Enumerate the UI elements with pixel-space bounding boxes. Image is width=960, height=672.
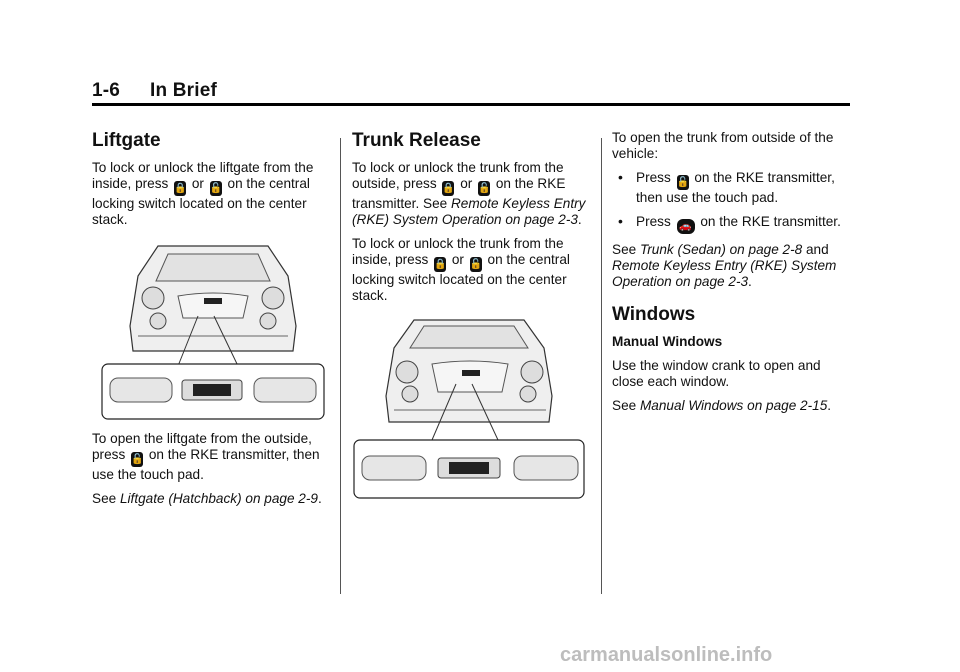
liftgate-open-text — [92, 431, 332, 483]
page-header — [92, 80, 217, 102]
header-rule — [92, 103, 850, 106]
text-fragment: . — [827, 398, 832, 413]
unlock-key-icon: 🔓 — [478, 183, 491, 194]
text-fragment: To lock or unlock the trunk from the outside, press — [352, 160, 564, 191]
text-fragment: . — [748, 274, 752, 289]
manual-windows-reference: Manual Windows on page 2-15 — [639, 398, 828, 413]
windows-heading: Windows — [612, 304, 696, 325]
lock-key-icon: 🔒 — [174, 183, 187, 194]
column-divider-1 — [340, 138, 341, 594]
text-fragment: on the RKE transmitter, then use the touch pad. — [92, 447, 320, 482]
trunk-reference: Trunk (Sedan) on page 2-8 — [639, 242, 803, 257]
text-fragment: . — [577, 212, 582, 227]
rke-reference: Remote Keyless Entry (RKE) System Operation on page 2-3 — [612, 258, 837, 289]
text-fragment: or — [460, 176, 473, 191]
text-fragment: on the central locking switch located on the center stack. — [92, 176, 310, 227]
text-fragment: . — [317, 491, 322, 506]
text-fragment: See — [612, 242, 637, 257]
text-fragment: To lock or unlock the trunk from the inside, press — [352, 236, 564, 267]
text-fragment: or — [451, 252, 464, 267]
text-fragment: See — [612, 398, 637, 413]
column-trunk-release — [352, 130, 592, 502]
lock-key-icon: 🔒 — [434, 259, 447, 270]
trunk-outside-text — [352, 160, 592, 228]
manual-windows-text: Use the window crank to open and close each window. — [612, 358, 821, 389]
watermark: carmanualsonline.info — [560, 644, 773, 666]
trunk-see-text — [612, 242, 852, 290]
section-title: In Brief — [150, 80, 218, 101]
unlock-key-icon: 🔓 — [676, 177, 689, 188]
liftgate-see-text — [92, 491, 332, 507]
unlock-key-icon: 🔓 — [469, 259, 483, 270]
text-fragment: To open the liftgate from the outside, press — [92, 431, 312, 462]
sedan-illustration — [352, 312, 588, 502]
bullet-press-trunk — [612, 214, 852, 234]
trunk-release-heading: Trunk Release — [352, 130, 481, 151]
text-fragment: and — [805, 242, 829, 257]
column-liftgate — [92, 130, 332, 515]
text-fragment: See — [92, 491, 117, 506]
text-fragment: on the RKE transmitter. — [700, 214, 841, 229]
trunk-key-icon: 🚗 — [677, 219, 695, 234]
unlock-key-icon: 🔓 — [209, 183, 223, 194]
page-number: 1-6 — [92, 80, 121, 101]
hatchback-illustration — [98, 236, 328, 421]
manual-windows-see — [612, 398, 852, 414]
text-fragment: on the central locking switch located on the center stack. — [352, 252, 570, 303]
liftgate-lock-text — [92, 160, 332, 228]
rke-reference: Remote Keyless Entry (RKE) System Operation on page 2-3 — [352, 196, 586, 227]
text-fragment: Press — [636, 214, 671, 229]
column-divider-2 — [601, 138, 602, 594]
liftgate-reference: Liftgate (Hatchback) on page 2-9 — [119, 491, 318, 506]
text-fragment: or — [191, 176, 204, 191]
bullet-press-unlock — [612, 170, 852, 206]
trunk-open-intro: To open the trunk from outside of the vehicle: — [612, 130, 834, 161]
manual-windows-subheading: Manual Windows — [612, 334, 723, 349]
liftgate-heading: Liftgate — [92, 130, 161, 151]
text-fragment: Press — [636, 170, 671, 185]
unlock-key-icon: 🔓 — [131, 454, 144, 465]
column-trunk-outside — [612, 130, 852, 422]
text-fragment: on the RKE transmitter. See — [352, 176, 566, 211]
trunk-inside-text — [352, 236, 592, 304]
text-fragment: To lock or unlock the liftgate from the inside, press — [92, 160, 314, 191]
text-fragment: on the RKE transmitter, then use the touch pad. — [636, 170, 835, 205]
lock-key-icon: 🔒 — [442, 183, 455, 194]
